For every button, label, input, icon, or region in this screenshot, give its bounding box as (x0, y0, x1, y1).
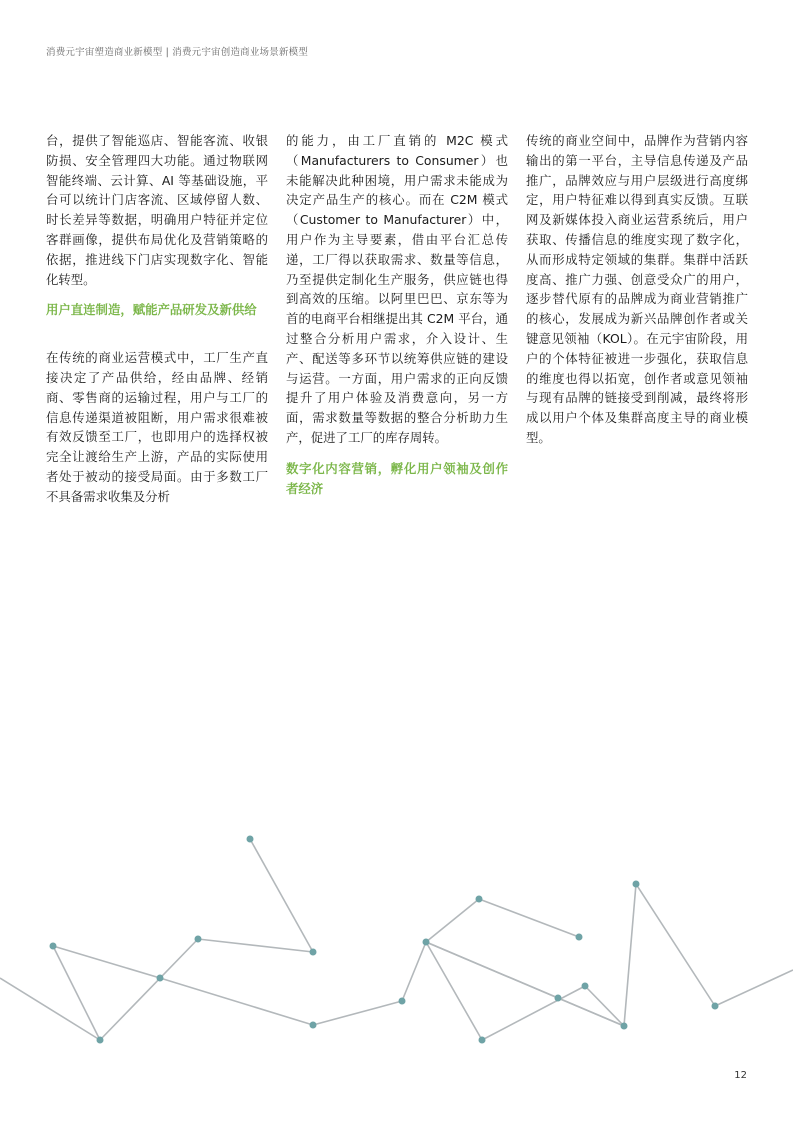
section-heading: 数字化内容营销，孵化用户领袖及创作者经济 (286, 460, 508, 496)
text-column-3 (526, 131, 748, 448)
body-paragraph: 台，提供了智能巡店、智能客流、收银防损、安全管理四大功能。通过物联网智能终端、云计算、AI 等基础设施，平台可以统计门店客流、区域停留人数、时长差异等数据，明确用户特征并定位客群画像，提供布局优化及营销策略的依据，推进线下门店实现数字化、智能化转型。 (46, 133, 268, 287)
body-paragraph: 传统的商业空间中，品牌作为营销内容输出的第一平台，主导信息传递及产品推广，品牌效应与用户层级进行高度绑定，用户特征难以得到真实反馈。互联网及新媒体投入商业运营系统后，用户获取、传播信息的维度实现了数字化，从而形成特定领域的集群。集群中活跃度高、推广力强、创意受众广的用户，逐步替代原有的品牌成为商业营销推广的核心，发展成为新兴品牌创作者或关键意见领袖（KOL）。在元宇宙阶段，用户的个体特征被进一步强化，获取信息的维度也得以拓宽，创作者或意见领袖与现有品牌的链接受到削减，最终将形成以用户个体及集群高度主导的商业模型。 (526, 133, 748, 445)
text-column-2 (286, 131, 508, 498)
network-graph-icon (0, 820, 793, 1060)
text-column-1 (46, 131, 268, 507)
body-paragraph: 在传统的商业运营模式中，工厂生产直接决定了产品供给，经由品牌、经销商、零售商的运输过程，用户与工厂的信息传递渠道被阻断，用户需求很难被有效反馈至工厂，也即用户的选择权被完全让渡给生产上游，产品的实际使用者处于被动的接受局面。由于多数工厂不具备需求收集及分析 (46, 350, 268, 504)
page-number: 12 (734, 1070, 747, 1081)
running-header: 消费元宇宙塑造商业新模型 | 消费元宇宙创造商业场景新模型 (46, 47, 309, 58)
section-heading: 用户直连制造，赋能产品研发及新供给 (46, 302, 257, 318)
body-paragraph: 的能力，由工厂直销的 M2C 模式（Manufacturers to Consumer）也未能解决此种困境，用户需求未能成为决定产品生产的核心。而在 C2M 模式（Customer to Manufacturer）中，用户作为主导要素，借由平台汇总传递，工厂得以获取需求、数量等信息，乃至提供定制化生产服务，供应链也得到高效的压缩。以阿里巴巴、京东等为首的电商平台相继提出其 C2M 平台，通过整合分析用户需求，介入设计、生产、配送等多环节以统筹供应链的建设与运营。一方面，用户需求的正向反馈提升了用户体验及消费意向，另一方面，需求数量等数据的整合分析助力生产，促进了工厂的库存周转。 (286, 133, 508, 445)
